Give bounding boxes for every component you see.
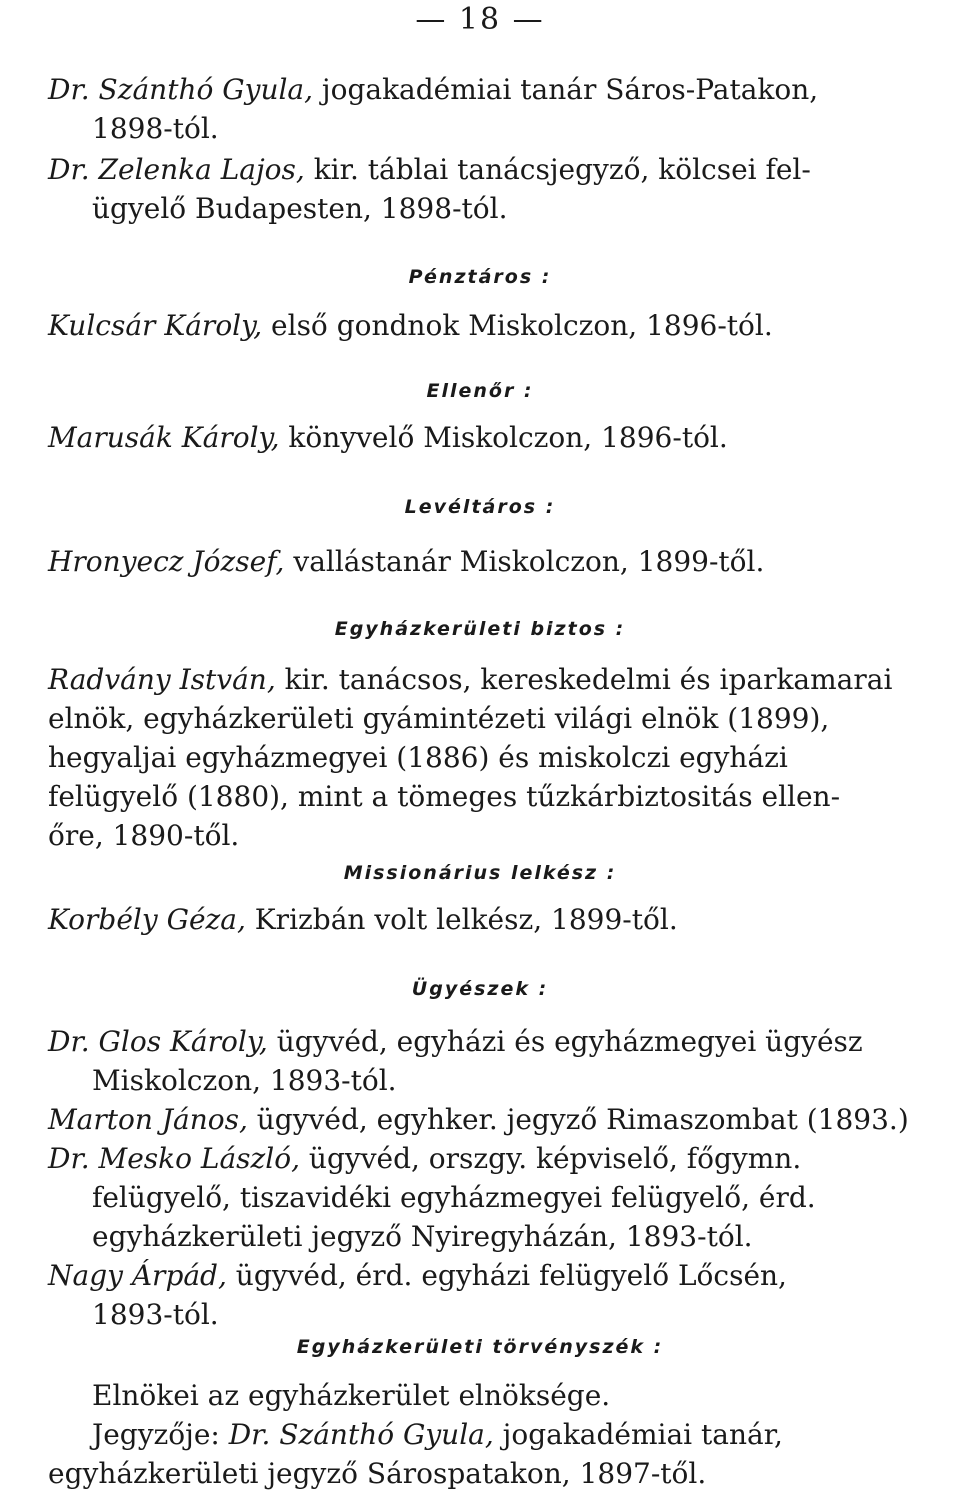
person-name: Dr. Mesko László, (48, 1142, 301, 1175)
person-name: Radvány István, (48, 663, 276, 696)
section-heading-penztaros: Pénztáros : (408, 266, 552, 288)
entry-zelenka: Dr. Zelenka Lajos, kir. táblai tanácsjegyző, kölcsei fel- ügyelő Budapesten, 1898-tól. (48, 153, 811, 225)
section-heading-ugyeszek: Ügyészek : (411, 978, 549, 1000)
person-name: Marton János, (48, 1103, 248, 1136)
entry-korbely: Korbély Géza, Krizbán volt lelkész, 1899-től. (48, 903, 678, 936)
person-name: Marusák Károly, (48, 421, 280, 454)
page-number: — 18 — (415, 2, 545, 37)
section-heading-ellenor: Ellenőr : (426, 380, 534, 402)
section-heading-missionarius: Missionárius lelkész : (343, 862, 617, 884)
section-heading-torvenyszek: Egyházkerületi törvényszék : (296, 1336, 664, 1358)
entry-marusak: Marusák Károly, könyvelő Miskolczon, 1896-tól. (48, 421, 728, 454)
section-heading-biztos: Egyházkerületi biztos : (334, 618, 626, 640)
section-heading-leveltaros: Levéltáros : (404, 496, 556, 518)
person-name: Dr. Szánthó Gyula, (228, 1418, 494, 1451)
entry-kulcsar: Kulcsár Károly, első gondnok Miskolczon, 1896-tól. (48, 309, 773, 342)
person-name: Kulcsár Károly, (48, 309, 263, 342)
entry-radvany: Radvány István, kir. tanácsos, kereskedelmi és iparkamarai elnök, egyházkerületi gyámintézeti világi elnök (1899), hegyaljai egyházmegyei (1886) és miskolczi egyházi felügyelő (1880), mint a tömeges tűzkárbiztositás ellen- őre, 1890-től. (48, 663, 893, 852)
person-name: Nagy Árpád, (48, 1259, 227, 1292)
entry-ugyeszek: Dr. Glos Károly, ügyvéd, egyházi és egyházmegyei ügyész Miskolczon, 1893-tól. Marton János, ügyvéd, egyhker. jegyző Rimaszombat (1893.) Dr. Mesko László, ügyvéd, orszgy. képviselő, főgymn. felügyelő, tiszavidéki egyházmegyei felügyelő, érd. egyházkerületi jegyző Nyiregyházán, 1893-tól. Nagy Árpád, ügyvéd, érd. egyházi felügyelő Lőcsén, 1893-tól. (48, 1025, 909, 1331)
entry-hronyecz: Hronyecz József, vallástanár Miskolczon, 1899-től. (48, 545, 765, 578)
person-name: Korbély Géza, (48, 903, 246, 936)
person-name: Dr. Szánthó Gyula, (48, 73, 314, 106)
person-name: Dr. Glos Károly, (48, 1025, 268, 1058)
entry-szantho: Dr. Szánthó Gyula, jogakadémiai tanár Sáros-Patakon, 1898-tól. (48, 73, 819, 145)
person-name: Hronyecz József, (48, 545, 285, 578)
person-name: Dr. Zelenka Lajos, (48, 153, 305, 186)
entry-torvenyszek: Elnökei az egyházkerület elnöksége. Jegyzője: Dr. Szánthó Gyula, jogakadémiai tanár, egyházkerületi jegyző Sárospatakon, 1897-től. (48, 1379, 783, 1490)
